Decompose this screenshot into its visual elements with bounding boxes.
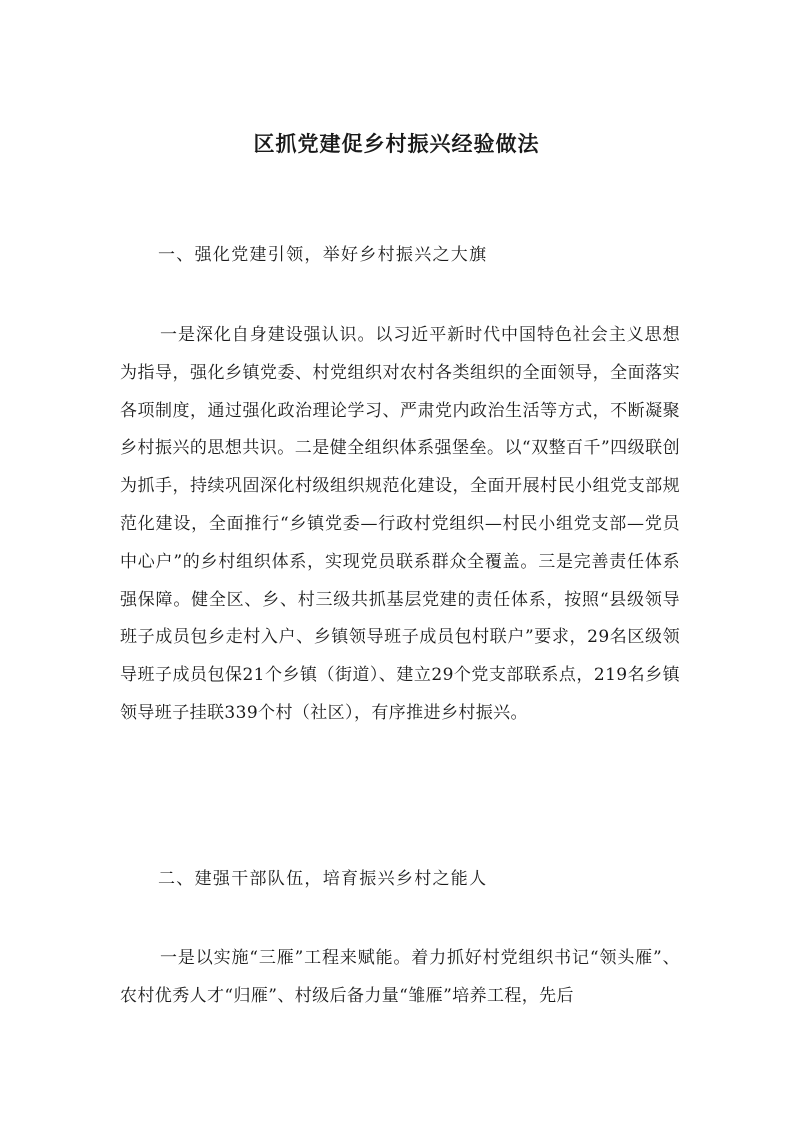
section-heading-1: 一、强化党建引领，举好乡村振兴之大旗 — [158, 245, 488, 265]
section-paragraph-2: 一是以实施“三雁”工程来赋能。着力抓好村党组织书记“领头雁”、农村优秀人才“归雁”、村级后备力量“雏雁”培养工程，先后 — [120, 948, 680, 1006]
document-title: 区抓党建促乡村振兴经验做法 — [253, 131, 540, 156]
section-paragraph-1: 一是深化自身建设强认识。以习近平新时代中国特色社会主义思想为指导，强化乡镇党委、村党组织对农村各类组织的全面领导，全面落实各项制度，通过强化政治理论学习、严肃党内政治生活等方式，不断凝聚乡村振兴的思想共识。二是健全组织体系强堡垒。以“双整百千”四级联创为抓手，持续巩固深化村级组织规范化建设，全面开展村民小组党支部规范化建设，全面推行“乡镇党委—行政村党组织—村民小组党支部—党员中心户”的乡村组织体系，实现党员联系群众全覆盖。三是完善责任体系强保障。健全区、乡、村三级共抓基层党建的责任体系，按照“县级领导班子成员包乡走村入户、乡镇领导班子成员包村联户”要求，29名区级领导班子成员包保21个乡镇（街道）、建立29个党支部联系点，219名乡镇领导班子挂联339个村（社区），有序推进乡村振兴。 — [120, 325, 680, 723]
section-heading-2: 二、建强干部队伍，培育振兴乡村之能人 — [158, 869, 488, 889]
